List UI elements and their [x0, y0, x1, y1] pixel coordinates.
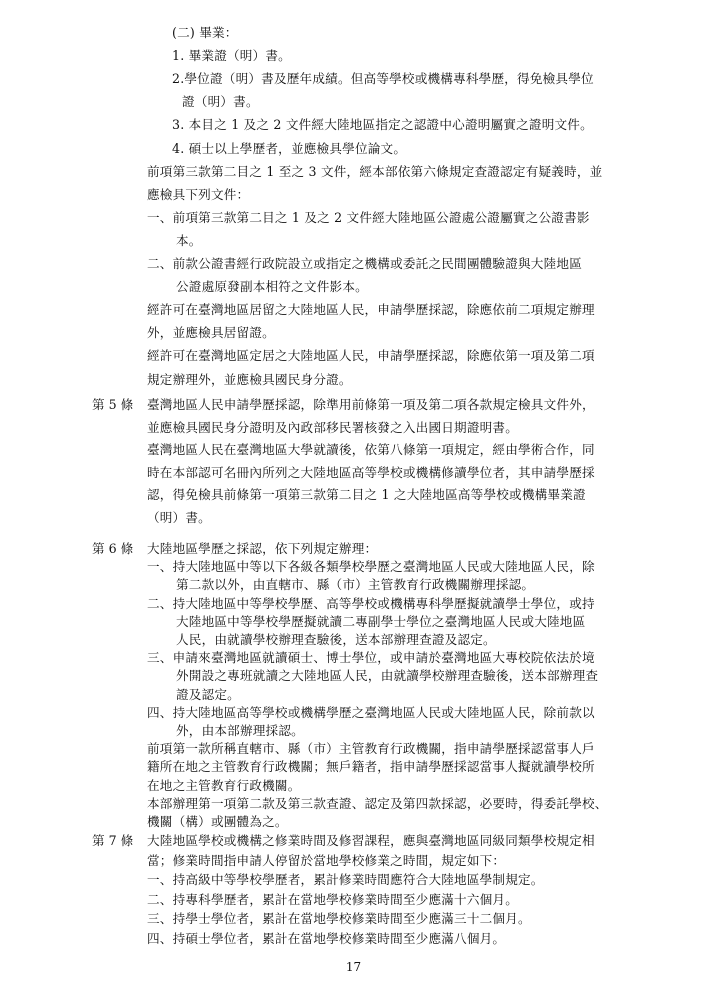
page-number: 17 [345, 960, 362, 974]
paragraph-line: 大陸地區學校或機構之修業時間及修習課程，應與臺灣地區同級同類學校規定相 [147, 833, 595, 848]
list-item-continuation: 外開設之專班就讀之大陸地區人民，由就讀學校辦理查驗後，送本部辦理查 [176, 668, 599, 683]
paragraph-line: 在地之主管教育行政機關。 [147, 778, 301, 793]
list-item: 三、持學士學位者，累計在當地學校修業時間至少應滿三十二個月。 [147, 911, 531, 926]
list-item-continuation: 第二款以外，由直轄市、縣（市）主管教育行政機關辦理採認。 [176, 577, 535, 592]
list-item: 一、前項第三款第二目之 1 及之 2 文件經大陸地區公證處公證屬實之公證書影 [147, 210, 590, 225]
paragraph-line: 時在本部認可名冊內所列之大陸地區高等學校或機構修讀學位者，其申請學歷採 [147, 465, 595, 480]
paragraph-line: 經許可在臺灣地區居留之大陸地區人民，申請學歷採認，除應依前二項規定辦理 [147, 302, 595, 317]
paragraph-line: 並應檢具國民身分證明及內政部移民署核發之入出國日期證明書。 [147, 420, 519, 435]
list-item-continuation: 大陸地區中等學校學歷擬就讀二專副學士學位之臺灣地區人民或大陸地區 [176, 614, 586, 629]
paragraph-line: 認，得免檢具前條第一項第三款第二目之 1 之大陸地區高等學校或機構畢業證 [147, 487, 586, 502]
section-heading: (二) 畢業： [172, 25, 238, 40]
list-item: 四、持碩士學位者，累計在當地學校修業時間至少應滿八個月。 [147, 931, 506, 946]
list-item-continuation: 本。 [176, 233, 202, 248]
list-item: 4. 碩士以上學歷者，並應檢具學位論文。 [172, 141, 407, 156]
list-item-continuation: 外，由本部辦理採認。 [176, 723, 304, 738]
article-7-label: 第 7 條 [92, 833, 134, 848]
list-item: 二、前款公證書經行政院設立或指定之機構或委託之民間團體驗證與大陸地區 [147, 256, 582, 271]
article-5-label: 第 5 條 [92, 397, 134, 412]
paragraph-line: 籍所在地之主管教育行政機關；無戶籍者，指申請學歷採認當事人擬就讀學校所 [147, 759, 595, 774]
paragraph-line: 大陸地區學歷之採認，依下列規定辦理： [147, 541, 378, 556]
paragraph-line: 外，並應檢具居留證。 [147, 325, 275, 340]
paragraph-line: 當；修業時間指申請人停留於當地學校修業之時間，規定如下： [147, 853, 506, 868]
list-item-continuation: 證及認定。 [176, 687, 240, 702]
list-item: 二、持大陸地區中等學校學歷、高等學校或機構專科學歷擬就讀學士學位，或持 [147, 596, 595, 611]
list-item: 3. 本目之 1 及之 2 文件經大陸地區指定之認證中心證明屬實之證明文件。 [172, 117, 593, 132]
list-item: 一、持大陸地區中等以下各級各類學校學歷之臺灣地區人民或大陸地區人民，除 [147, 559, 595, 574]
list-item: 四、持大陸地區高等學校或機構學歷之臺灣地區人民或大陸地區人民，除前款以 [147, 705, 595, 720]
paragraph-line: 應檢具下列文件： [147, 187, 250, 202]
paragraph-line: 經許可在臺灣地區定居之大陸地區人民，申請學歷採認，除應依第一項及第二項 [147, 348, 595, 363]
paragraph-line: 臺灣地區人民申請學歷採認，除準用前條第一項及第二項各款規定檢具文件外， [147, 397, 595, 412]
paragraph-line: 前項第三款第二目之 1 至之 3 文件，經本部依第六條規定查證認定有疑義時，並 [147, 164, 603, 179]
list-item-continuation: 公證處原發副本相符之文件影本。 [176, 279, 368, 294]
paragraph-line: 本部辦理第一項第二款及第三款查證、認定及第四款採認，必要時，得委託學校、 [147, 796, 608, 811]
paragraph-line: 臺灣地區人民在臺灣地區大學就讀後，依第八條第一項規定，經由學術合作，同 [147, 442, 595, 457]
paragraph-line: 機關（構）或團體為之。 [147, 814, 288, 829]
paragraph-line: 規定辦理外，並應檢具國民身分證。 [147, 372, 352, 387]
list-item: 一、持高級中等學校學歷者，累計修業時間應符合大陸地區學制規定。 [147, 872, 544, 887]
list-item: 三、申請來臺灣地區就讀碩士、博士學位，或申請於臺灣地區大專校院依法於境 [147, 650, 595, 665]
list-item: 二、持專科學歷者，累計在當地學校修業時間至少應滿十六個月。 [147, 892, 519, 907]
list-item: 1. 畢業證（明）書。 [172, 48, 291, 63]
list-item: 2.學位證（明）書及歷年成績。但高等學校或機構專科學歷，得免檢具學位 [172, 71, 594, 86]
paragraph-line: 前項第一款所稱直轄市、縣（市）主管教育行政機關，指申請學歷採認當事人戶 [147, 741, 595, 756]
list-item-continuation: 人民，由就讀學校辦理查驗後，送本部辦理查證及認定。 [176, 632, 496, 647]
article-6-label: 第 6 條 [92, 541, 134, 556]
paragraph-line: （明）書。 [147, 510, 211, 525]
list-item-continuation: 證（明）書。 [182, 94, 259, 109]
